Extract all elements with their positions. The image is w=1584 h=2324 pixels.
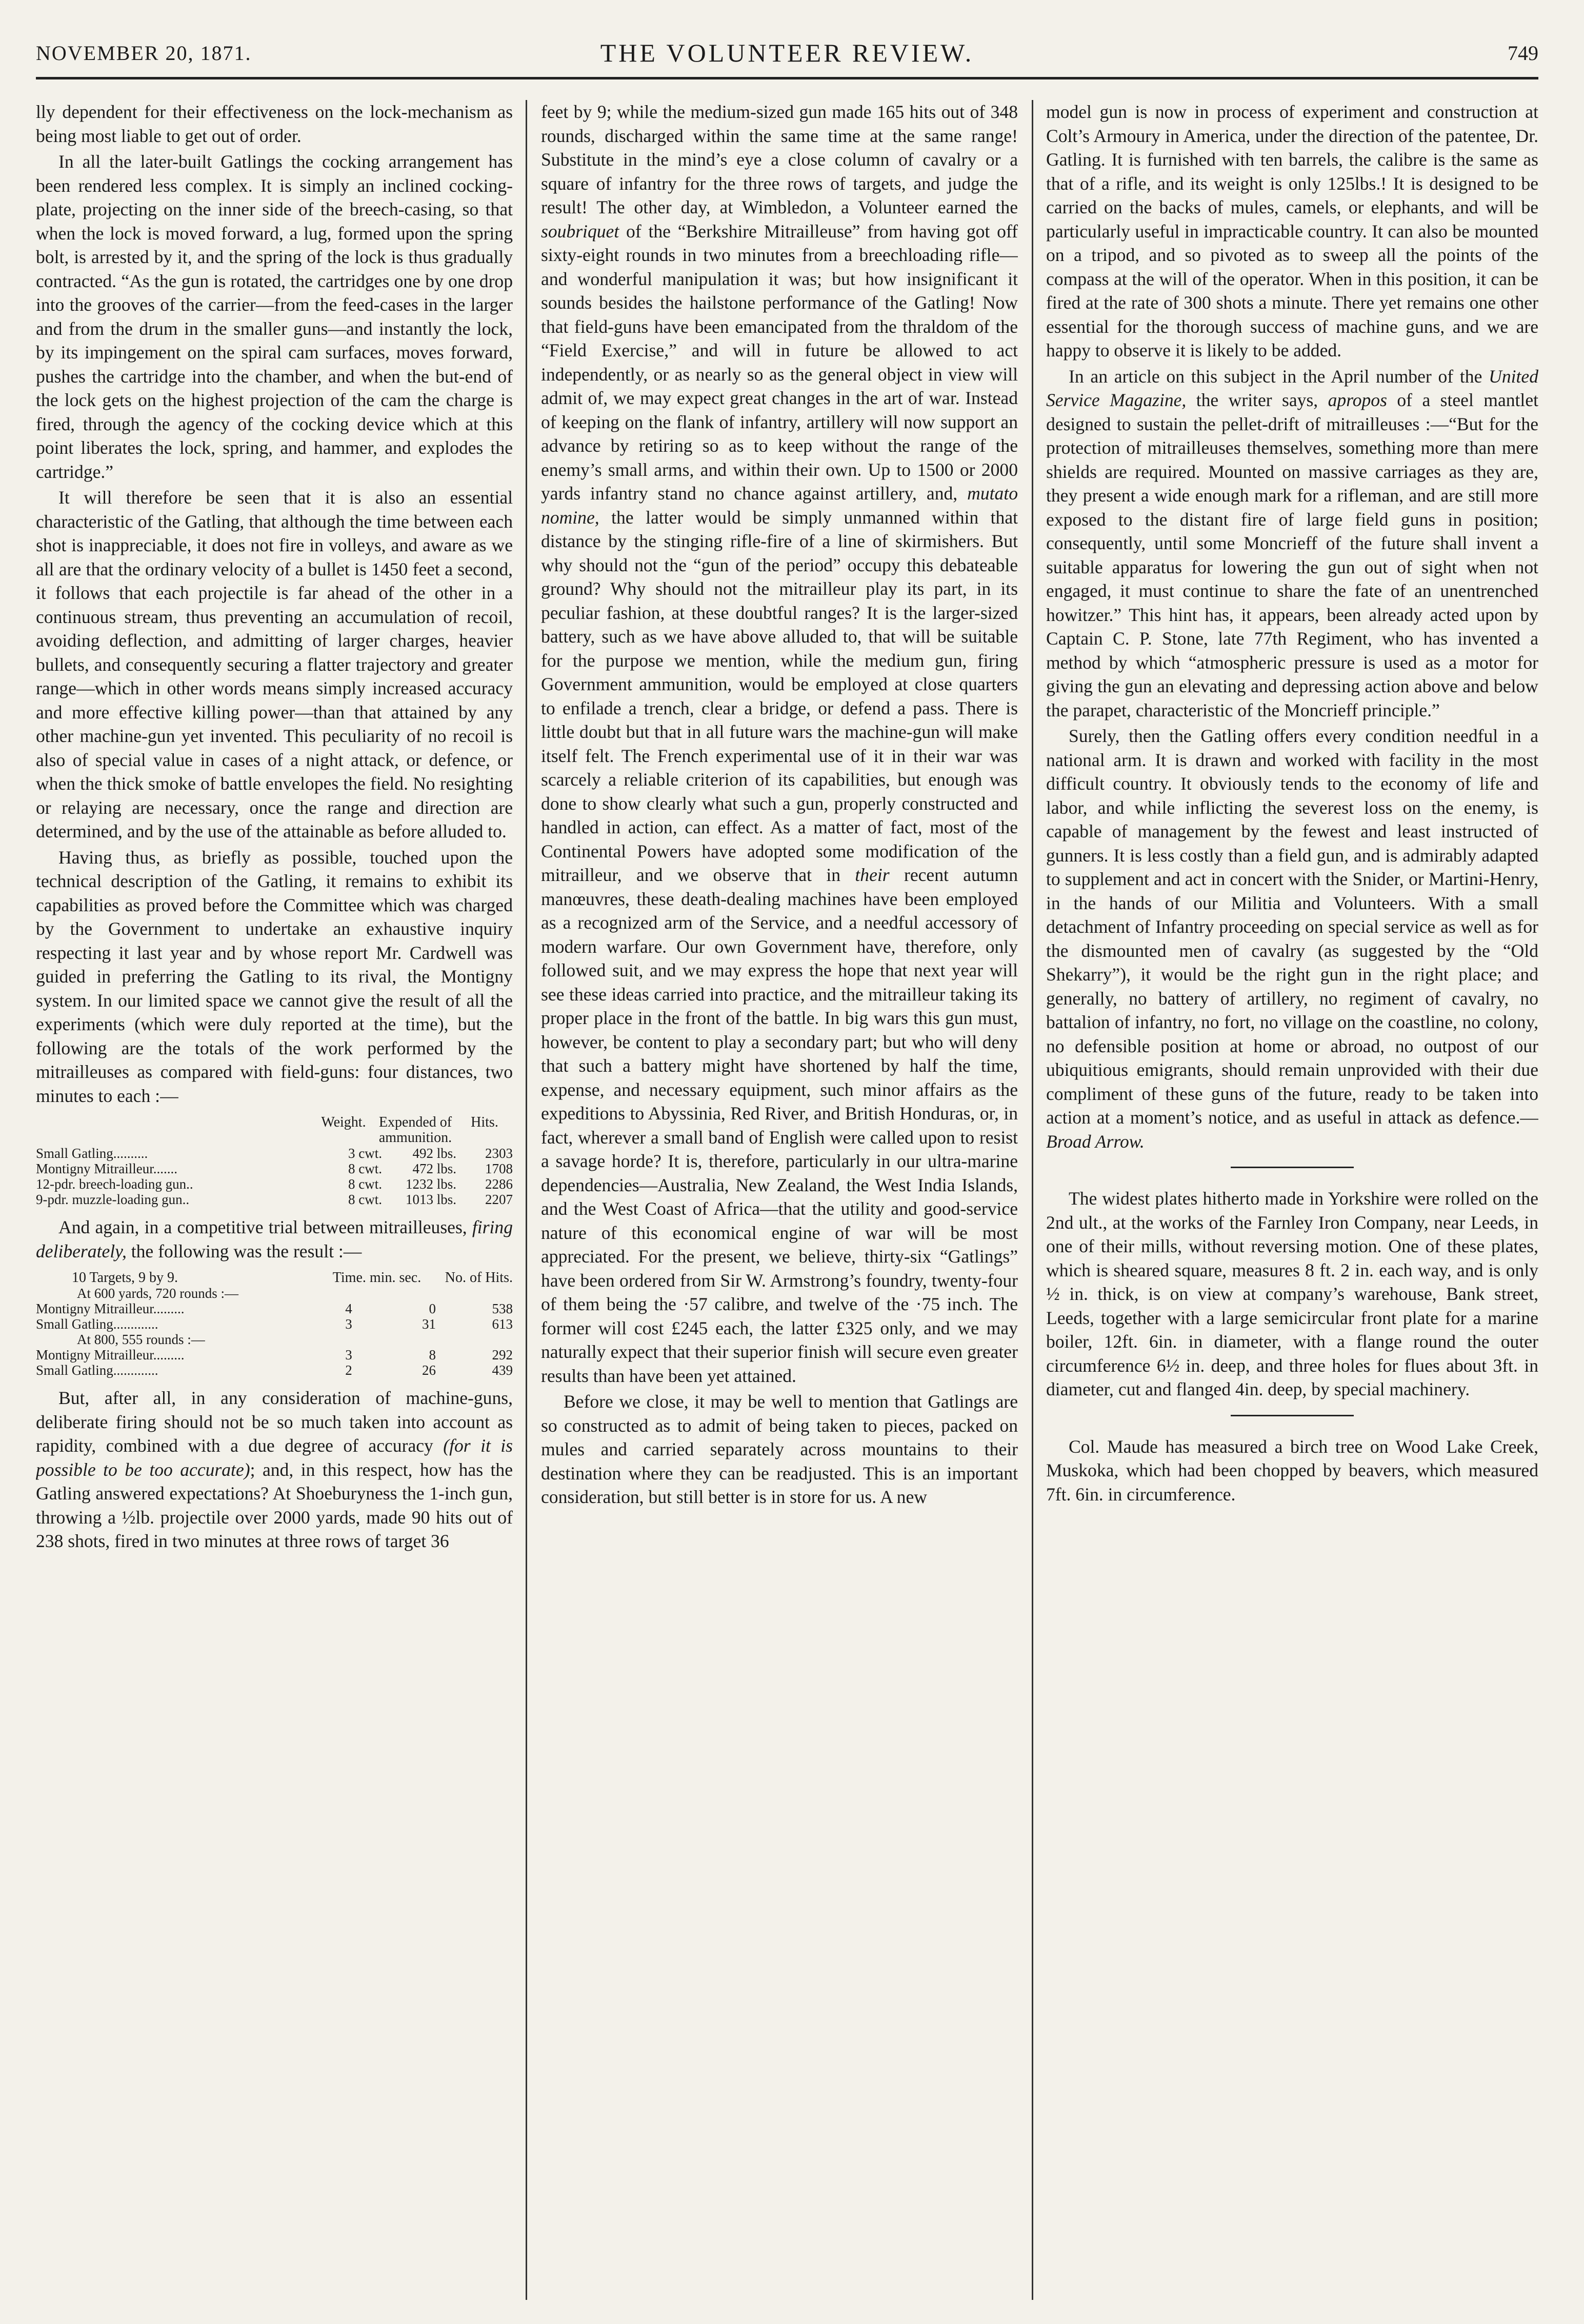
hits: 292: [492, 1347, 513, 1363]
page-number: 749: [1508, 42, 1538, 65]
gun-name: Small Gatling.............: [36, 1316, 158, 1332]
weight: 8 cwt.: [348, 1161, 382, 1176]
table-row: [36, 1146, 513, 1161]
paragraph: model gun is now in process of experiment and construction at Colt’s Armoury in America, under the direction of the patentee, Dr. Gatling. It is furnished with ten barrels, the calibre is the same as that of a rifle, and its weight is only 125lbs.! It is designed to be carried on the backs of mules, camels, or elephants, and will be particularly useful in impracticable country. It can also be mounted on a tripod, and so pivoted as to sweep all the points of the compass at the will of the operator. When in this position, it can be fired at the rate of 300 shots a minute. There yet remains one other essential for the thorough success of machine guns, and we are happy to observe it is likely to be added.: [1046, 102, 1538, 360]
table-row: [36, 1347, 513, 1363]
text-run: ; and, in this respect, how has the Gatling answered expectations? At Shoeburyness the 1-inch gun, throwing a ½lb. projectile over 2000 yards, made 90 hits out of 238 shots, fired in two minutes at three rows of target 36: [36, 1459, 513, 1551]
column-2: [541, 100, 1018, 2300]
gun-name: Montigny Mitrailleur.......: [36, 1161, 177, 1176]
gun-name: 9-pdr. muzzle-loading gun..: [36, 1192, 190, 1207]
italic-run: firing deliberately,: [36, 1217, 513, 1261]
weight: 3 cwt.: [348, 1146, 382, 1161]
column-header: Hits.: [471, 1114, 498, 1130]
paragraph: In all the later-built Gatlings the cocking arrangement has been rendered less complex. It is simply an inclined cocking-plate, projecting on the inner side of the breech-casing, so that when the lock is moved forward, a lug, formed upon the spring bolt, is arrested by it, and the spring of the lock is thus gradually contracted. “As the gun is rotated, the cartridges one by one drop into the grooves of the carrier—from the feed-cases in the larger and from the drum in the smaller guns—and instantly the lock, by its impingement on the spiral cam surfaces, moves forward, pushes the cartridge into the chamber, and when the but-end of the lock gets on the highest projection of the cam the charge is fired, through the agency of the cocking device which at this point liberates the lock, spring, and hammer, and explodes the cartridge.”: [36, 151, 513, 482]
paragraph: Before we close, it may be well to mention that Gatlings are so constructed as to admit of being taken to pieces, packed on mules and carried separately across mountains to their destination where they can be readjusted. This is an important consideration, but still better is in store for us. A new: [541, 1391, 1018, 1507]
text-run: And again, in a competitive trial between mitrailleuses,: [58, 1217, 472, 1237]
column-rule-2: [1032, 100, 1033, 2300]
text-run: Surely, then the Gatling offers every condition needful in a national arm. It is drawn and worked with facility in the most difficult country. It obviously tends to the economy of life and labor, and while inflicting the severest loss on the enemy, is capable of management by the fewest and least instructed of gunners. It is less costly than a field gun, and is admirably adapted to supplement and act in concert with the Snider, or Martini-Henry, in the hands of our Militia and Volunteers. With a small detachment of Infantry proceeding on special service as well as for the dismounted men of cavalry (as suggested by the “Old Shekarry”), it would be the right gun in the right place; and generally, no battery of artillery, no regiment of cavalry, no battalion of infantry, no fort, no village on the coastline, no colony, no defensible position at home or abroad, no outpost of our ubiquitious emigrants, should remain unprovided with their due compliment of these guns of the future, ready to be taken into action at a moment’s notice, and as useful in attack as defence.—: [1046, 726, 1538, 1128]
minutes: 2: [345, 1363, 352, 1378]
italic-run: United Service Magazine,: [1046, 366, 1538, 410]
hits: 613: [492, 1316, 513, 1332]
weight: 8 cwt.: [348, 1192, 382, 1207]
seconds: 0: [429, 1301, 436, 1316]
minutes: 3: [345, 1347, 352, 1363]
section-label: At 800, 555 rounds :—: [77, 1332, 205, 1347]
table-row: [36, 1316, 513, 1332]
paragraph: [1046, 724, 1538, 1153]
text-run: of a steel mantlet designed to sustain the pellet-drift of mitrailleuses :—“But for the protection of mitrailleuses themselves, something more than mere shields are required. Mounted on massive carriages as they are, they present a wide enough mark for a rifleman, and are still more exposed to the distant fire of large field guns in position; consequently, until some Moncrieff of the future shall invent a suitable apparatus for lowering the gun out of sight when not engaged, it must continue to share the fate of an unentrenched howitzer.” This hint has, it appears, been already acted upon by Captain C. P. Stone, late 77th Regiment, who has invented a method by which “atmospheric pressure is used as a motor for giving the gun an elevating and depressing action above and below the parapet, characteristic of the Moncrieff principle.”: [1046, 390, 1538, 720]
text-run: But, after all, in any consideration of machine-guns, deliberate firing should not be so much taken into account as rapidity, combined with a due degree of accuracy: [36, 1388, 513, 1456]
ammunition: 1232 lbs.: [405, 1176, 456, 1192]
hits: 538: [492, 1301, 513, 1316]
ammunition: 472 lbs.: [412, 1161, 456, 1176]
hits: 1708: [485, 1161, 513, 1176]
paragraph: Col. Maude has measured a birch tree on Wood Lake Creek, Muskoka, which had been chopped by beavers, which measured 7ft. 6in. in circumference.: [1046, 1436, 1538, 1505]
column-header: No. of Hits.: [445, 1270, 513, 1286]
paragraph: The widest plates hitherto made in Yorkshire were rolled on the 2nd ult., at the works of the Farnley Iron Company, near Leeds, in one of their mills, without reversing motion. One of these plates, which is sheared square, measures 8 ft. 2 in. each way, and is only ½ in. thick, is on view at company’s warehouse, Bank street, Leeds, together with a large semicircular front plate for a marine boiler, 12ft. 6in. in diameter, with a flange round the outer circumference 6½ in. deep, and three holes for flues about 3ft. in diameter, cut and flanged 4in. deep, by special machinery.: [1046, 1188, 1538, 1399]
article-separator: [1231, 1167, 1354, 1168]
text-run: of the “Berkshire Mitrailleuse” from having got off sixty-eight rounds in two minutes from a breechloading rifle—and wonderful manipulation it was; but how insignificant it sounds besides the hailstone performance of the Gatling! Now that field-guns have been emancipated from the thraldom of the “Field Exercise,” and will in future be allowed to act independently, or as nearly so as the general object in view will admit of, we may expect great changes in the art of war. Instead of keeping on the flank of infantry, artillery will now support an advance by retiring so as to keep without the range of the enemy’s small arms, and within their own. Up to 1500 or 2000 yards infantry stand no chance against artillery, and,: [541, 221, 1018, 504]
article-separator: [1231, 1415, 1354, 1416]
paragraph: [1046, 365, 1538, 723]
gun-name: Small Gatling.............: [36, 1363, 158, 1378]
paragraph: [36, 1386, 513, 1553]
table-row: [36, 1176, 513, 1192]
hits: 2207: [485, 1192, 513, 1207]
table-header: [36, 1115, 513, 1146]
italic-run: their: [855, 865, 890, 885]
gun-name: Montigny Mitrailleur.........: [36, 1301, 185, 1316]
italic-run: mutato nomine,: [541, 483, 1018, 528]
table-row: [36, 1161, 513, 1176]
table-row: [36, 1363, 513, 1378]
column-header: 10 Targets, 9 by 9.: [72, 1270, 178, 1286]
ammunition: 492 lbs.: [412, 1146, 456, 1161]
text-run: In an article on this subject in the April number of the: [1069, 366, 1489, 387]
hits: 439: [492, 1363, 513, 1378]
text-run: the following was the result :—: [126, 1240, 362, 1261]
competitive-trial-table: [36, 1270, 513, 1378]
hits: 2286: [485, 1176, 513, 1192]
paragraph: It will therefore be seen that it is also an essential characteristic of the Gatling, that although the time between each shot is inappreciable, it does not fire in volleys, and aware as we all are that the ordinary velocity of a bullet is 1450 feet a second, it follows that each projectile is far ahead of the other in a continuous stream, thus preventing an accumulation of recoil, avoiding deflection, and admitting of larger charges, heavier bullets, and consequently securing a flatter trajectory and greater range—which in other words means simply increased accuracy and more effective killing power—than that attained by any other machine-gun yet invented. This peculiarity of no recoil is also of special value in cases of a night attack, or defence, or when the thick smoke of battle envelopes the field. No resighting or relaying are necessary, once the range and direction are determined, and by the use of the attainable as before alluded to.: [36, 487, 513, 842]
column-3: [1046, 100, 1538, 2300]
minutes: 3: [345, 1316, 352, 1332]
text-run: recent autumn manœuvres, these death-dealing machines have been employed as a recognized arm of the Service, and a needful accessory of modern warfare. Our own Government have, therefore, only followed suit, and we may express the hope that next year will see these ideas carried into practice, and the mitrailleur taking its proper place in the front of the battle. In big wars this gun must, however, be content to play a secondary part; but who will deny that such a battery might have shortened by half the time, expense, and necessary equipment, such minor affairs as the expeditions to Abyssinia, Red River, and British Honduras, or, in fact, wherever a small band of English were called upon to resist a savage horde? It is, therefore, particularly in our ultra-marine dependencies—Australia, New Zealand, the West India Islands, and the West Coast of Africa—that the utility and good-service nature of this economical engine of war will be most appreciated. For the present, we believe, thirty-six “Gatlings” have been ordered from Sir W. Armstrong’s foundry, twenty-four of them being the ·57 calibre, and twelve of the ·75 inch. The former will cost £245 each, the latter £325 only, and we may naturally expect that their superior finish will secure even greater results than have been yet attained.: [541, 865, 1018, 1386]
section-label: At 600 yards, 720 rounds :—: [77, 1286, 238, 1301]
italic-run: Broad Arrow.: [1046, 1131, 1145, 1152]
weight: 8 cwt.: [348, 1176, 382, 1192]
text-run: the latter would be simply unmanned within that distance by the stinging rifle-fire of a line of skirmishers. But why should not the “gun of the period” occupy this debateable ground? Why should not the mitrailleur play its part, in its peculiar fashion, at these doubtful ranges? It is the larger-sized battery, such as we have above alluded to, that will be suitable for the purpose we mention, while the medium gun, firing Government ammunition, would be employed at close quarters to enfilade a trench, clear a bridge, or defend a pass. There is little doubt but that in all future wars the machine-gun will make itself felt. The French experimental use of it in their war was scarcely a reliable criterion of its capabilities, but enough was done to show clearly what such a gun, properly constructed and handled in action, can effect. As a matter of fact, most of the Continental Powers have adopted some modification of the mitrailleur, and we observe that in: [541, 507, 1018, 885]
seconds: 26: [422, 1363, 436, 1378]
text-run: feet by 9; while the medium-sized gun made 165 hits out of 348 rounds, discharged within the same time at the same range! Substitute in the mind’s eye a close column of cavalry or a square of infantry for the three rows of targets, and judge the result! The other day, at Wimbledon, a Volunteer earned the: [541, 102, 1018, 217]
paragraph: [541, 100, 1018, 1388]
ammunition: 1013 lbs.: [405, 1192, 456, 1207]
table-row: [36, 1301, 513, 1316]
italic-run: soubriquet: [541, 221, 619, 242]
column-1: [36, 100, 513, 2300]
table-header: [36, 1270, 513, 1286]
paragraph: lly dependent for their effectiveness on the lock-mechanism as being most liable to get out of order.: [36, 102, 513, 146]
field-gun-comparison-table: [36, 1115, 513, 1207]
gun-name: 12-pdr. breech-loading gun..: [36, 1176, 193, 1192]
paragraph: [36, 1215, 513, 1263]
italic-run: (for it is possible to be too accurate): [36, 1435, 513, 1480]
column-header: Time. min. sec.: [332, 1270, 422, 1286]
seconds: 31: [422, 1316, 436, 1332]
page-header: [36, 31, 1538, 79]
seconds: 8: [429, 1347, 436, 1363]
hits: 2303: [485, 1146, 513, 1161]
column-header: Weight.: [321, 1114, 366, 1130]
gun-name: Montigny Mitrailleur.........: [36, 1347, 185, 1363]
newspaper-title: THE VOLUNTEER REVIEW.: [600, 38, 974, 67]
minutes: 4: [345, 1301, 352, 1316]
paragraph: Having thus, as briefly as possible, touched upon the technical description of the Gatling, it remains to exhibit its capabilities as proved before the Committee which was charged by the Government to undertake an exhaustive inquiry respecting it last year and by whose report Mr. Cardwell was guided in preferring the Gatling to its rival, the Montigny system. In our limited space we cannot give the result of all the experiments (which were duly reported at the time), but the following are the totals of the work performed by the mitrailleuses as compared with field-guns: four distances, two minutes to each :—: [36, 847, 513, 1106]
table-row: [36, 1192, 513, 1207]
issue-date: NOVEMBER 20, 1871.: [36, 42, 252, 65]
italic-run: apropos: [1328, 390, 1387, 410]
column-header: Expended of ammunition.: [378, 1114, 452, 1146]
gun-name: Small Gatling..........: [36, 1146, 148, 1161]
text-run: the writer says,: [1186, 390, 1328, 410]
column-rule-1: [526, 100, 527, 2300]
